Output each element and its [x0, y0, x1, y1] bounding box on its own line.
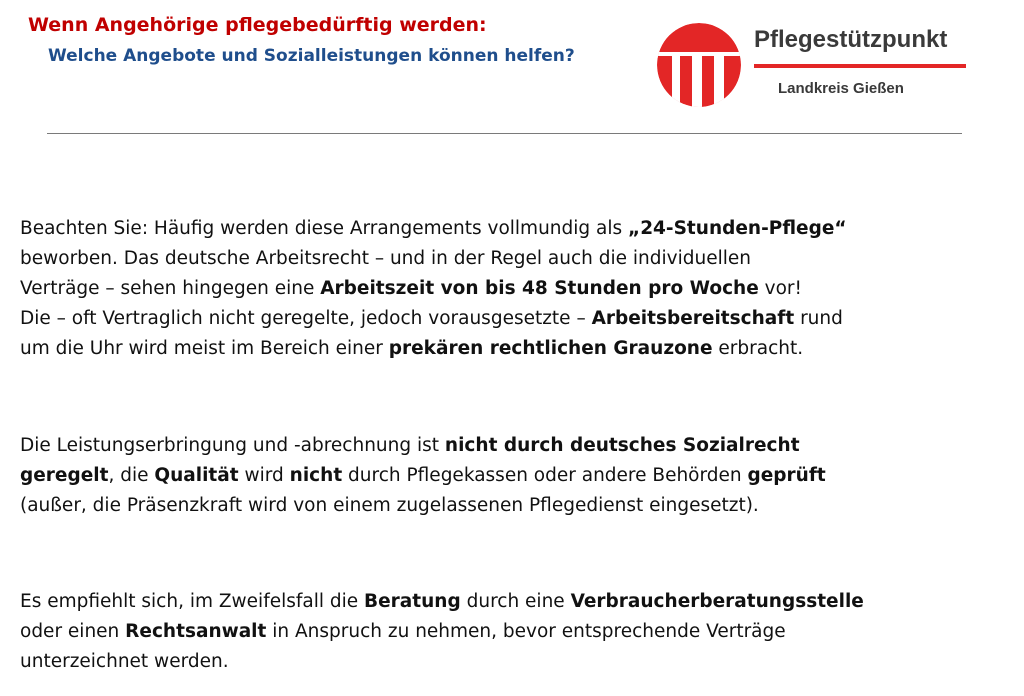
text-line: Beachten Sie: Häufig werden diese Arrangements vollmundig als „24-Stunden-Pflege“: [20, 218, 847, 239]
org-region: Landkreis Gießen: [778, 80, 904, 97]
text-line: unterzeichnet werden.: [20, 651, 229, 672]
text-line: beworben. Das deutsche Arbeitsrecht – und in der Regel auch die individuellen: [20, 248, 751, 269]
text-line: Es empfiehlt sich, im Zweifelsfall die Beratung durch eine Verbraucherberatungsstelle: [20, 591, 864, 612]
header-divider: [47, 133, 962, 134]
text-line: Verträge – sehen hingegen eine Arbeitszeit von bis 48 Stunden pro Woche vor!: [20, 278, 802, 299]
emphasis: geprüft: [747, 465, 826, 486]
emphasis: Rechtsanwalt: [125, 621, 267, 642]
paragraph-legal-status: [20, 431, 1010, 521]
paragraph-arrangements: [20, 214, 1010, 364]
emphasis: Arbeitszeit von bis 48 Stunden pro Woche: [320, 278, 759, 299]
page-title: Wenn Angehörige pflegebedürftig werden:: [28, 14, 487, 36]
pflegestuetzpunkt-logo-icon: [656, 22, 742, 108]
emphasis: „24-Stunden-Pflege“: [628, 218, 847, 239]
page-subtitle: Welche Angebote und Sozialleistungen können helfen?: [48, 46, 575, 66]
org-accent-bar: [754, 64, 966, 68]
text-line: (außer, die Präsenzkraft wird von einem zugelassenen Pflegedienst eingesetzt).: [20, 495, 759, 516]
emphasis: nicht: [289, 465, 343, 486]
emphasis: nicht durch deutsches Sozialrecht: [444, 435, 800, 456]
text-line: Die – oft Vertraglich nicht geregelte, jedoch vorausgesetzte – Arbeitsbereitschaft rund: [20, 308, 843, 329]
emphasis: Beratung: [364, 591, 461, 612]
emphasis: Arbeitsbereitschaft: [591, 308, 795, 329]
emphasis: prekären rechtlichen Grauzone: [388, 338, 713, 359]
text-line: oder einen Rechtsanwalt in Anspruch zu nehmen, bevor entsprechende Verträge: [20, 621, 786, 642]
paragraph-advice: [20, 587, 1010, 677]
emphasis: geregelt: [20, 465, 109, 486]
text-line: um die Uhr wird meist im Bereich einer prekären rechtlichen Grauzone erbracht.: [20, 338, 804, 359]
emphasis: Qualität: [154, 465, 239, 486]
text-line: geregelt, die Qualität wird nicht durch Pflegekassen oder andere Behörden geprüft: [20, 465, 826, 486]
text-line: Die Leistungserbringung und -abrechnung ist nicht durch deutsches Sozialrecht: [20, 435, 800, 456]
org-name: Pflegestützpunkt: [754, 26, 948, 53]
emphasis: Verbraucherberatungsstelle: [570, 591, 864, 612]
